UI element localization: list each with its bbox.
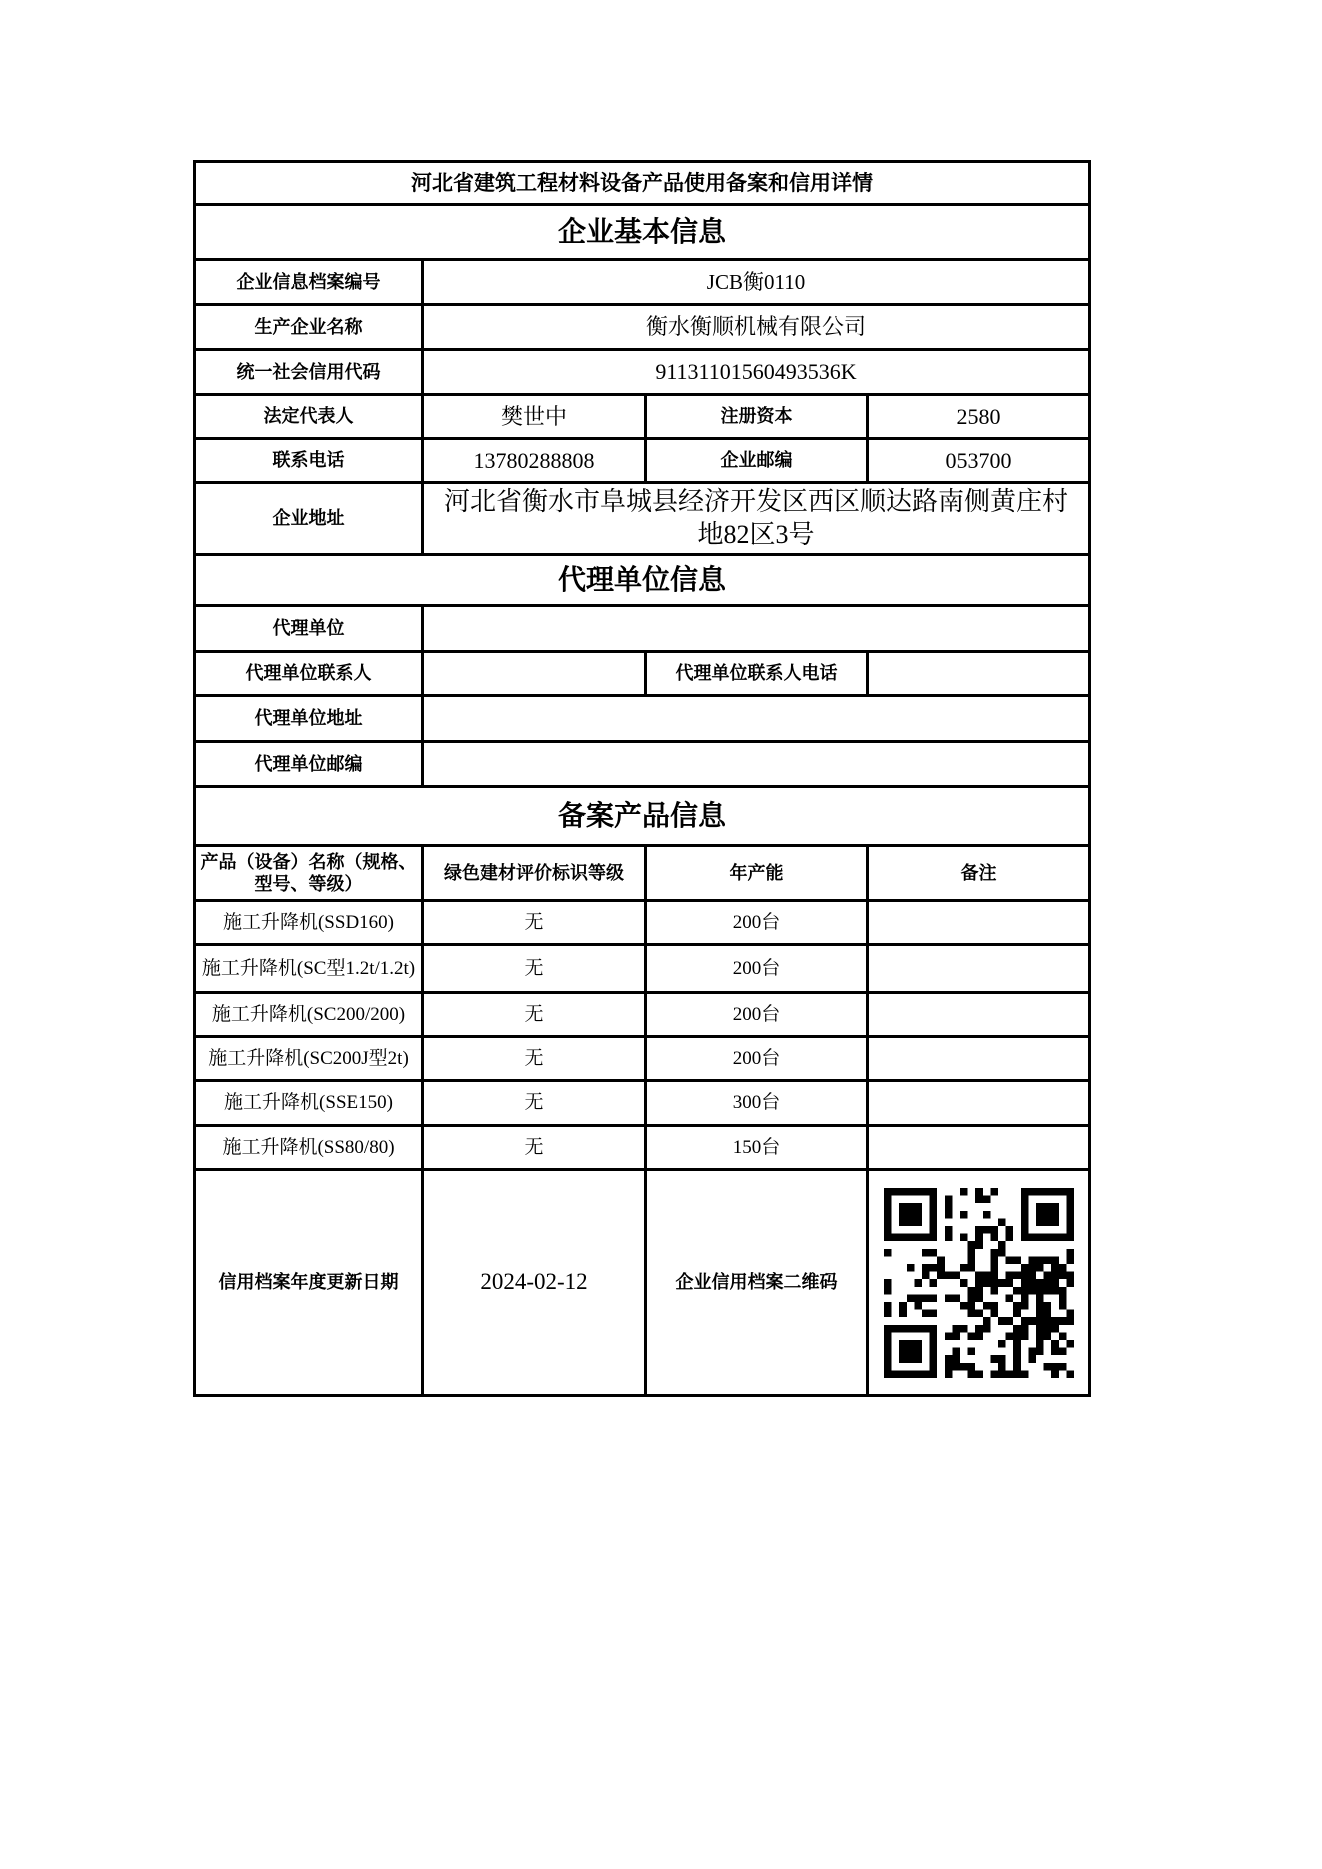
credit-qr-label: 企业信用档案二维码 [646, 1170, 868, 1396]
qr-cell [868, 1170, 1090, 1396]
qr-code-icon [872, 1188, 1085, 1378]
product-remark [868, 945, 1090, 993]
product-remark [868, 1037, 1090, 1081]
product-capacity: 200台 [646, 1037, 868, 1081]
agent-unit-label: 代理单位 [195, 606, 423, 652]
company-postcode-value: 053700 [868, 439, 1090, 483]
archive-no-value: JCB衡0110 [423, 260, 1090, 305]
product-green-rating: 无 [423, 945, 646, 993]
agent-contact-phone-value [868, 652, 1090, 696]
phone-value: 13780288808 [423, 439, 646, 483]
agent-address-label: 代理单位地址 [195, 696, 423, 742]
product-row [195, 993, 1090, 1037]
reg-capital-value: 2580 [868, 395, 1090, 439]
agent-unit-value [423, 606, 1090, 652]
credit-update-date-label: 信用档案年度更新日期 [195, 1170, 423, 1396]
reg-capital-label: 注册资本 [646, 395, 868, 439]
legal-rep-value: 樊世中 [423, 395, 646, 439]
col-header-remark: 备注 [868, 846, 1090, 901]
product-row [195, 1081, 1090, 1126]
product-capacity: 150台 [646, 1126, 868, 1170]
col-header-green-rating: 绿色建材评价标识等级 [423, 846, 646, 901]
product-green-rating: 无 [423, 1126, 646, 1170]
product-remark [868, 1126, 1090, 1170]
product-name: 施工升降机(SC200J型2t) [195, 1037, 423, 1081]
agent-postcode-value [423, 742, 1090, 787]
agent-address-value [423, 696, 1090, 742]
product-name: 施工升降机(SC型1.2t/1.2t) [195, 945, 423, 993]
agent-contact-phone-label: 代理单位联系人电话 [646, 652, 868, 696]
product-green-rating: 无 [423, 1037, 646, 1081]
section-company-heading: 企业基本信息 [195, 205, 1090, 260]
product-name: 施工升降机(SS80/80) [195, 1126, 423, 1170]
col-header-product-name: 产品（设备）名称（规格、型号、等级） [195, 846, 423, 901]
document-title: 河北省建筑工程材料设备产品使用备案和信用详情 [195, 162, 1090, 205]
product-capacity: 300台 [646, 1081, 868, 1126]
product-green-rating: 无 [423, 901, 646, 945]
product-capacity: 200台 [646, 993, 868, 1037]
product-name: 施工升降机(SC200/200) [195, 993, 423, 1037]
product-remark [868, 901, 1090, 945]
product-remark [868, 993, 1090, 1037]
credit-update-date-value: 2024-02-12 [423, 1170, 646, 1396]
product-row [195, 945, 1090, 993]
product-capacity: 200台 [646, 945, 868, 993]
agent-contact-value [423, 652, 646, 696]
product-remark [868, 1081, 1090, 1126]
legal-rep-label: 法定代表人 [195, 395, 423, 439]
filing-detail-table [193, 160, 1091, 1397]
product-row [195, 1126, 1090, 1170]
section-agent-heading: 代理单位信息 [195, 555, 1090, 606]
product-name: 施工升降机(SSE150) [195, 1081, 423, 1126]
product-green-rating: 无 [423, 993, 646, 1037]
uscc-value: 91131101560493536K [423, 350, 1090, 395]
product-green-rating: 无 [423, 1081, 646, 1126]
product-row [195, 1037, 1090, 1081]
agent-contact-label: 代理单位联系人 [195, 652, 423, 696]
company-postcode-label: 企业邮编 [646, 439, 868, 483]
uscc-label: 统一社会信用代码 [195, 350, 423, 395]
company-name-value: 衡水衡顺机械有限公司 [423, 305, 1090, 350]
product-row [195, 901, 1090, 945]
company-address-label: 企业地址 [195, 483, 423, 555]
company-name-label: 生产企业名称 [195, 305, 423, 350]
section-products-heading: 备案产品信息 [195, 787, 1090, 846]
agent-postcode-label: 代理单位邮编 [195, 742, 423, 787]
col-header-capacity: 年产能 [646, 846, 868, 901]
company-address-value: 河北省衡水市阜城县经济开发区西区顺达路南侧黄庄村地82区3号 [423, 483, 1090, 555]
product-capacity: 200台 [646, 901, 868, 945]
archive-no-label: 企业信息档案编号 [195, 260, 423, 305]
phone-label: 联系电话 [195, 439, 423, 483]
product-name: 施工升降机(SSD160) [195, 901, 423, 945]
